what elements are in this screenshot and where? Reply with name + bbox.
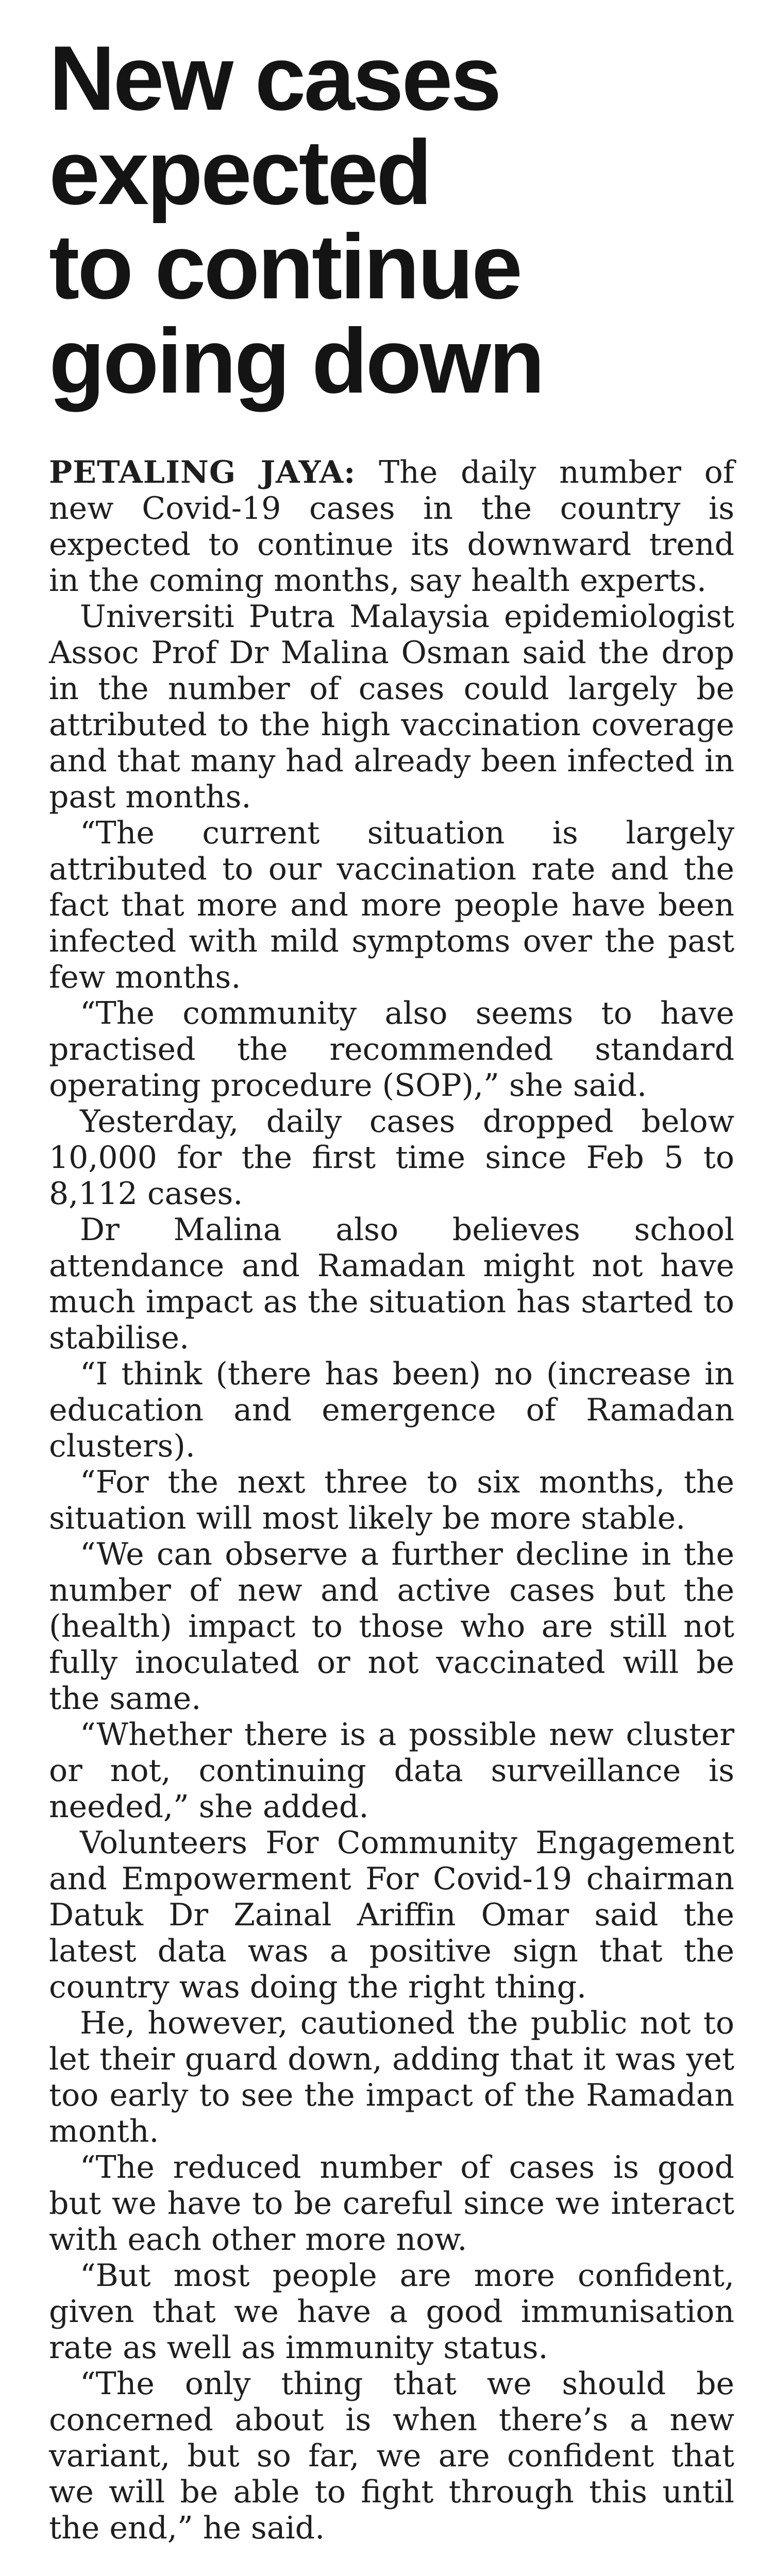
headline-line: New cases [49, 27, 500, 129]
dateline: PETALING JAYA: [49, 454, 356, 490]
headline [49, 27, 734, 412]
body-paragraph: He, however, cautioned the public not to let their guard down, adding that it was yet too early to see the impact of the Ramadan month. [49, 2005, 734, 2149]
body-paragraph: “The reduced number of cases is good but we have to be careful since we interact with each other more now. [49, 2149, 734, 2258]
headline-line: to continue [49, 215, 521, 318]
body-paragraph: Volunteers For Community Engagement and Empowerment For Covid-19 chairman Datuk Dr Zainal Ariffin Omar said the latest data was a positive sign that the country was doing the right thing. [49, 1825, 734, 2005]
body-paragraph: “The current situation is largely attributed to our vaccination rate and the fact that more and more people have been infected with mild symptoms over the past few months. [49, 815, 734, 995]
body-paragraph: “The community also seems to have practised the recommended standard operating procedure (SOP),” she said. [49, 995, 734, 1104]
body-paragraph: “But most people are more confident, given that we have a good immunisation rate as well as immunity status. [49, 2258, 734, 2366]
body-paragraph: Yesterday, daily cases dropped below 10,000 for the first time since Feb 5 to 8,112 cases. [49, 1104, 734, 1212]
body-paragraph: Dr Malina also believes school attendance and Ramadan might not have much impact as the situation has started to stabilise. [49, 1212, 734, 1356]
article-body [49, 454, 734, 2546]
body-paragraph: “We can observe a further decline in the number of new and active cases but the (health) impact to those who are still not fully inoculated or not vaccinated will be the same. [49, 1536, 734, 1717]
body-paragraph: Universiti Putra Malaysia epidemiologist Assoc Prof Dr Malina Osman said the drop in the number of cases could largely be attributed to the high vaccination coverage and that many had already been infected in past months. [49, 599, 734, 815]
lead-paragraph [49, 454, 734, 599]
lead-text: The daily number of new Covid-19 cases in the country is expected to continue its downward trend in the coming months, say health experts. [49, 454, 734, 599]
headline-line: going down [49, 310, 543, 412]
body-paragraph: “For the next three to six months, the situation will most likely be more stable. [49, 1464, 734, 1536]
body-paragraph: “The only thing that we should be concerned about is when there’s a new variant, but so far, we are confident that we will be able to fight through this until the end,” he said. [49, 2366, 734, 2546]
body-paragraph: “Whether there is a possible new cluster or not, continuing data surveillance is needed,” she added. [49, 1717, 734, 1825]
headline-line: expected [49, 121, 430, 224]
body-paragraph: “I think (there has been) no (increase in education and emergence of Ramadan clusters). [49, 1356, 734, 1464]
news-article [49, 27, 734, 2546]
